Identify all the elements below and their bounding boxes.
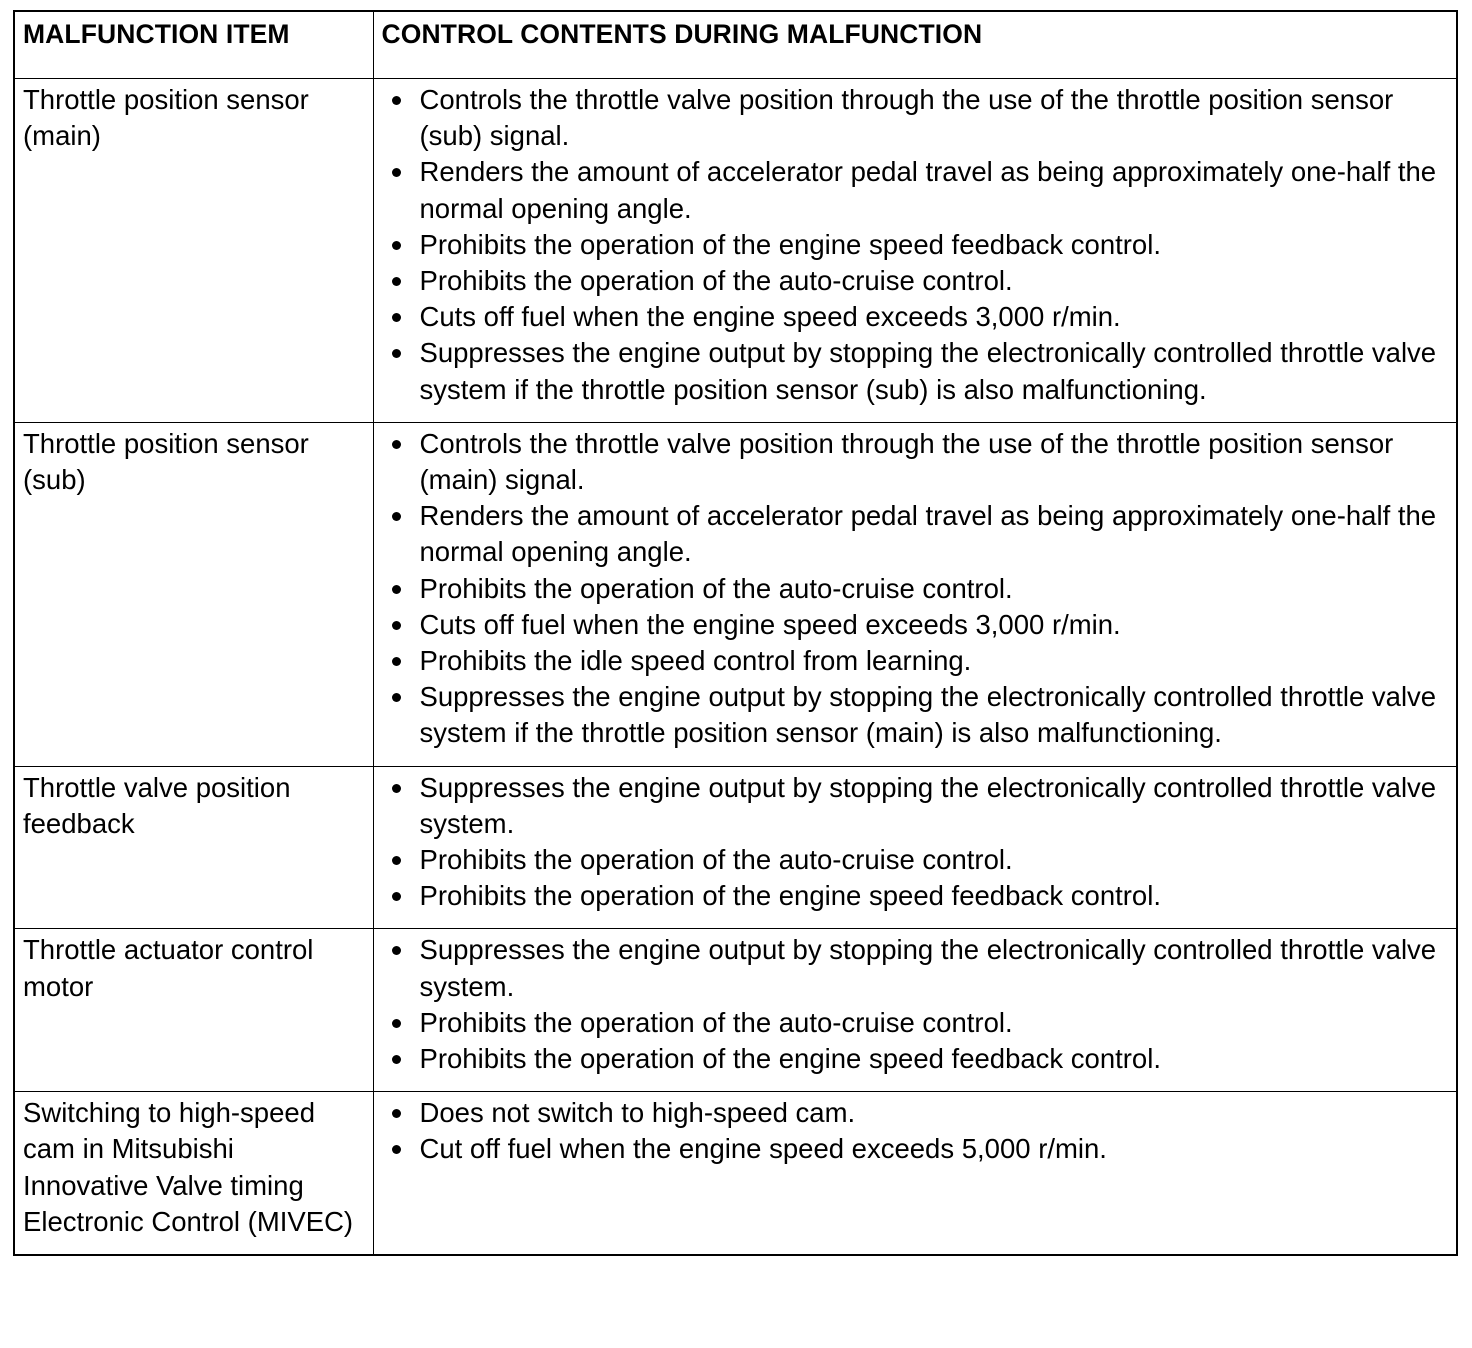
table-row [14,79,1457,423]
table-row [14,929,1457,1092]
bullet-icon [392,1055,401,1064]
malfunction-item-cell: Throttle valve position feedback [14,766,373,929]
control-text: Prohibits the operation of the engine speed feedback control. [419,228,1161,260]
control-text: Controls the throttle valve position through the use of the throttle position sensor (main) signal. [419,427,1394,496]
table-row [14,422,1457,766]
list-item [382,1005,1449,1041]
control-list [382,1095,1449,1167]
table-row [14,766,1457,929]
control-contents-cell [373,79,1457,423]
list-item [382,227,1449,263]
column-header-control-contents: CONTROL CONTENTS DURING MALFUNCTION [373,11,1457,79]
list-item [382,932,1449,1004]
list-item [382,335,1449,407]
control-text: Prohibits the operation of the auto-cruise control. [419,1006,1013,1038]
list-item [382,770,1449,842]
list-item [382,571,1449,607]
bullet-icon [392,168,401,177]
control-text: Prohibits the operation of the auto-cruise control. [419,844,1013,876]
list-item [382,426,1449,498]
list-item [382,82,1449,154]
bullet-icon [392,313,401,322]
list-item [382,154,1449,226]
table-row [14,1092,1457,1255]
control-text: Prohibits the operation of the auto-cruise control. [419,572,1013,604]
bullet-icon [392,585,401,594]
bullet-icon [392,349,401,358]
bullet-icon [392,621,401,630]
bullet-icon [392,1019,401,1028]
list-item [382,299,1449,335]
list-item [382,1131,1449,1167]
list-item [382,842,1449,878]
list-item [382,643,1449,679]
control-text: Suppresses the engine output by stopping the electronically controlled throttle valve system if the throttle position sensor (main) is also malfunctioning. [419,681,1437,749]
bullet-icon [392,892,401,901]
control-list [382,932,1449,1077]
bullet-icon [392,440,401,449]
bullet-icon [392,1109,401,1118]
malfunction-item-cell: Switching to high-speed cam in Mitsubishi Innovative Valve timing Electronic Control (MIVEC) [14,1092,373,1255]
control-text: Cuts off fuel when the engine speed exceeds 3,000 r/min. [419,608,1121,640]
control-text: Suppresses the engine output by stopping the electronically controlled throttle valve system. [419,771,1437,839]
bullet-icon [392,512,401,521]
bullet-icon [392,657,401,666]
list-item [382,1095,1449,1131]
control-list [382,426,1449,752]
malfunction-item-cell: Throttle position sensor (main) [14,79,373,423]
control-text: Prohibits the operation of the engine speed feedback control. [419,880,1161,912]
bullet-icon [392,784,401,793]
list-item [382,263,1449,299]
control-text: Prohibits the operation of the auto-cruise control. [419,265,1013,297]
bullet-icon [392,693,401,702]
list-item [382,607,1449,643]
list-item [382,878,1449,914]
list-item [382,1041,1449,1077]
control-text: Prohibits the operation of the engine speed feedback control. [419,1043,1161,1075]
control-list [382,770,1449,915]
bullet-icon [392,277,401,286]
control-list [382,82,1449,408]
control-text: Suppresses the engine output by stopping the electronically controlled throttle valve system if the throttle position sensor (sub) is also malfunctioning. [419,337,1437,405]
control-contents-cell [373,1092,1457,1255]
malfunction-item-cell: Throttle actuator control motor [14,929,373,1092]
list-item [382,498,1449,570]
control-text: Does not switch to high-speed cam. [419,1097,856,1129]
control-contents-cell [373,422,1457,766]
control-text: Prohibits the idle speed control from learning. [419,645,972,677]
malfunction-item-cell: Throttle position sensor (sub) [14,422,373,766]
bullet-icon [392,241,401,250]
control-text: Cuts off fuel when the engine speed exceeds 3,000 r/min. [419,301,1121,333]
column-header-malfunction-item: MALFUNCTION ITEM [14,11,373,79]
bullet-icon [392,946,401,955]
bullet-icon [392,1145,401,1154]
table-header-row [14,11,1457,79]
control-text: Cut off fuel when the engine speed exceeds 5,000 r/min. [419,1133,1107,1165]
control-text: Renders the amount of accelerator pedal travel as being approximately one-half the normal opening angle. [419,500,1437,568]
control-contents-cell [373,766,1457,929]
bullet-icon [392,856,401,865]
control-text: Controls the throttle valve position through the use of the throttle position sensor (sub) signal. [419,84,1394,152]
list-item [382,679,1449,751]
bullet-icon [392,96,401,105]
malfunction-table [13,10,1458,1256]
control-contents-cell [373,929,1457,1092]
control-text: Suppresses the engine output by stopping the electronically controlled throttle valve system. [419,934,1437,1002]
control-text: Renders the amount of accelerator pedal travel as being approximately one-half the normal opening angle. [419,156,1437,224]
